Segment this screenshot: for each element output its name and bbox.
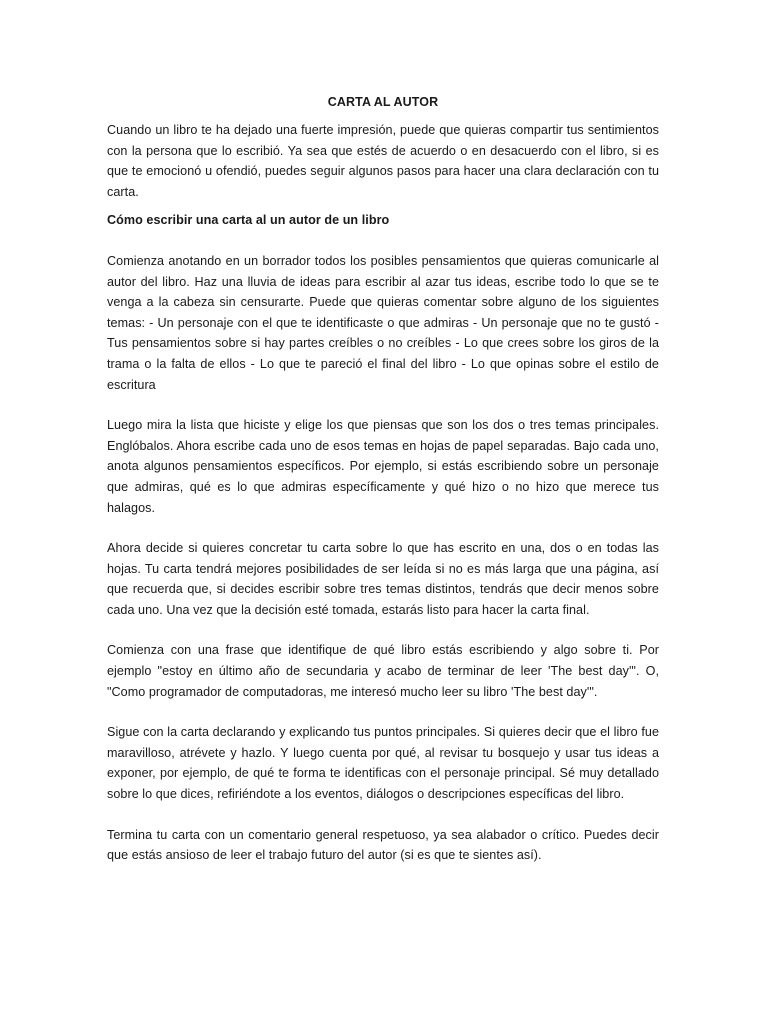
- document-body: [107, 92, 659, 866]
- body-paragraph-4: Comienza con una frase que identifique de qué libro estás escribiendo y algo sobre ti. Por ejemplo "estoy en último año de secundaria y acabo de terminar de leer 'The best day'". O, "Como programador de computadoras, me interesó mucho leer su libro 'The best day'".: [107, 643, 659, 699]
- intro-paragraph: Cuando un libro te ha dejado una fuerte impresión, puede que quieras compartir tus sentimientos con la persona que lo escribió. Ya sea que estés de acuerdo o en desacuerdo con el libro, si es que te emocionó u ofendió, puedes seguir algunos pasos para hacer una clara declaración con tu carta.: [107, 123, 659, 199]
- body-paragraph-1: Comienza anotando en un borrador todos los posibles pensamientos que quieras comunicarle al autor del libro. Haz una lluvia de ideas para escribir al azar tus ideas, escribe todo lo que se te venga a la cabeza sin censurarte. Puede que quieras comentar sobre alguno de los siguientes temas: - Un personaje con el que te identificaste o que admiras - Un personaje que no te gustó - Tus pensamientos sobre si hay partes creíbles o no creíbles - Lo que crees sobre los giros de la trama o la falta de ellos - Lo que te pareció el final del libro - Lo que opinas sobre el estilo de escritura: [107, 253, 659, 392]
- body-paragraph-5: Sigue con la carta declarando y explicando tus puntos principales. Si quieres decir que el libro fue maravilloso, atrévete y hazlo. Y luego cuenta por qué, al revisar tu bosquejo y usar tus ideas a exponer, por ejemplo, de qué te forma te identificas con el personaje principal. Sé muy detallado sobre lo que dices, refiriéndote a los eventos, diálogos o descripciones específicas del libro.: [107, 725, 659, 802]
- body-paragraph-3: Ahora decide si quieres concretar tu carta sobre lo que has escrito en una, dos o en todas las hojas. Tu carta tendrá mejores posibilidades de ser leída si no es más larga que una página, así que recuerda que, si decides escribir sobre tres temas distintos, tendrás que decir menos sobre cada uno. Una vez que la decisión esté tomada, estarás listo para hacer la carta final.: [107, 541, 659, 617]
- section-heading: Cómo escribir una carta al un autor de un libro: [107, 213, 390, 228]
- body-paragraph-2: Luego mira la lista que hiciste y elige los que piensas que son los dos o tres temas principales. Englóbalos. Ahora escribe cada uno de esos temas en hojas de papel separadas. Bajo cada uno, anota algunos pensamientos específicos. Por ejemplo, si estás escribiendo sobre un personaje que admiras, qué es lo que admiras específicamente y qué hizo o no hizo que merece tus halagos.: [107, 418, 659, 515]
- body-paragraph-6: Termina tu carta con un comentario general respetuoso, ya sea alabador o crítico. Puedes decir que estás ansioso de leer el trabajo futuro del autor (si es que te sientes así).: [107, 827, 659, 863]
- document-title: CARTA AL AUTOR: [327, 95, 439, 109]
